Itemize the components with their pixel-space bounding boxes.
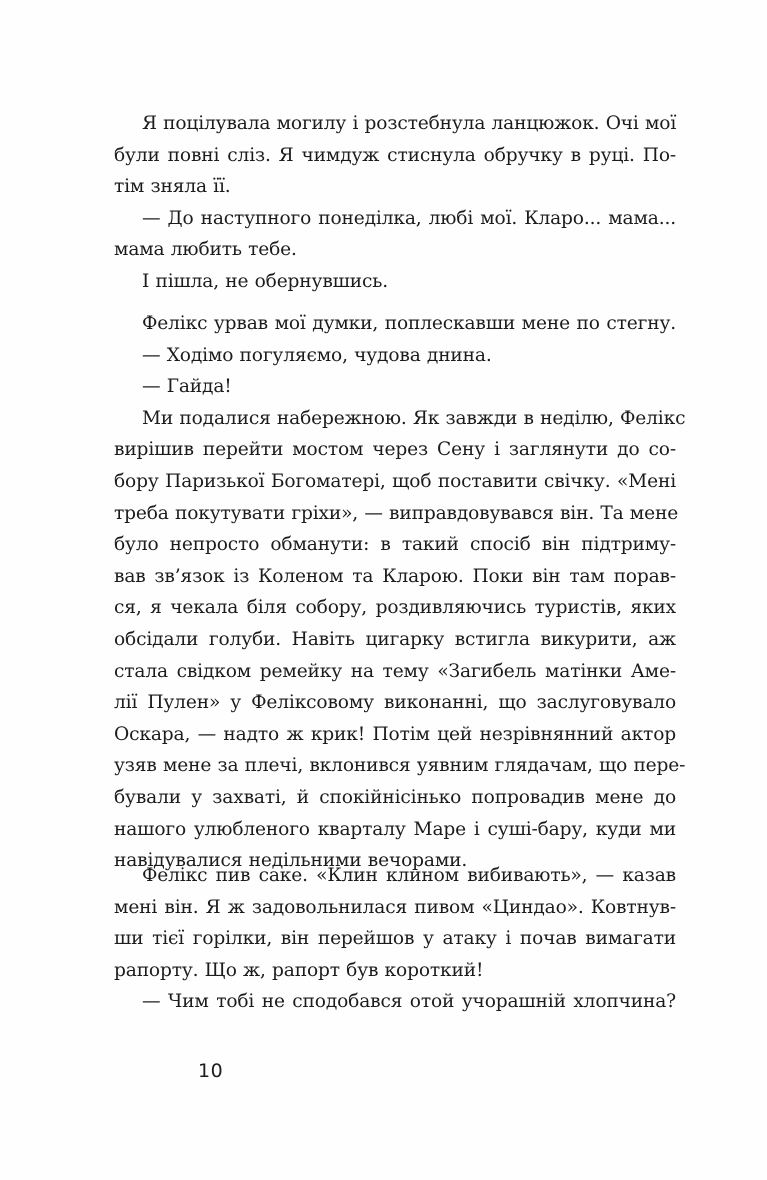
text-line: ся, я чекала біля собору, роздивляючись туристів, яких: [114, 597, 676, 619]
text-line: обсідали голуби. Навіть цигарку встигла викурити, аж: [114, 628, 676, 650]
text-line: були повні сліз. Я чимдуж стиснула обручку в руці. По-: [114, 144, 676, 166]
paragraph-group-1: [114, 108, 677, 298]
text-line: Фелікс урвав мої думки, поплескавши мене по стегну.: [142, 313, 676, 334]
text-line: треба покутувати гріхи», — виправдовувався він. Та мене: [114, 502, 679, 524]
text-line: бували у захваті, й спокійнісінько попровадив мене до: [114, 786, 676, 808]
text-line: тім зняла її.: [114, 176, 231, 198]
text-line: лії Пулен» у Феліксовому виконанні, що заслуговувало: [114, 692, 676, 714]
text-line: ши тієї горілки, він перейшов у атаку і почав вимагати: [114, 928, 676, 950]
paragraph-group-2: [114, 308, 686, 877]
text-line: Я поцілувала могилу і розстебнула ланцюжок. Очі мої: [142, 113, 677, 134]
text-line: Ми подалися набережною. Як завжди в неділю, Фелікс: [142, 407, 686, 429]
text-line: нашого улюбленого кварталу Маре і суші-бару, куди ми: [114, 818, 676, 840]
text-line: — Гайда!: [142, 376, 232, 398]
text-line: рапорту. Що ж, рапорт був короткий!: [114, 959, 484, 981]
text-line: бору Паризької Богоматері, щоб поставити свічку. «Мені: [114, 470, 676, 492]
text-line: мама любить тебе.: [114, 239, 297, 261]
page-number: 10: [198, 1060, 224, 1082]
text-line: мені він. Я ж задовольнилася пивом «Циндао». Ковтнув-: [114, 896, 676, 918]
text-line: І пішла, не обернувшись.: [142, 270, 389, 292]
text-line: — Чим тобі не сподобався отой учорашній хлопчина?: [142, 991, 676, 1013]
text-line: вирішив перейти мостом через Сену і заглянути до со-: [114, 439, 676, 461]
text-line: — Ходімо погуляємо, чудова днина.: [142, 344, 492, 366]
text-line: — До наступного понеділка, любі мої. Кларо... мама...: [142, 207, 676, 229]
text-line: було непросто обманути: в такий спосіб він підтриму-: [114, 534, 676, 556]
text-line: Оскара, — надто ж крик! Потім цей незрівнянний актор: [114, 723, 676, 745]
text-line: Фелікс пив саке. «Клин клином вибивають», — казав: [142, 865, 676, 886]
text-line: узяв мене за плечі, вклонився уявним глядачам, що пере-: [114, 755, 686, 777]
text-line: стала свідком ремейку на тему «Загибель матінки Аме-: [114, 660, 676, 682]
text-line: навідувалися недільними вечорами.: [114, 850, 468, 872]
paragraph-group-3: [114, 860, 676, 1018]
text-line: вав зв’язок із Коленом та Кларою. Поки він там порав-: [114, 565, 676, 587]
